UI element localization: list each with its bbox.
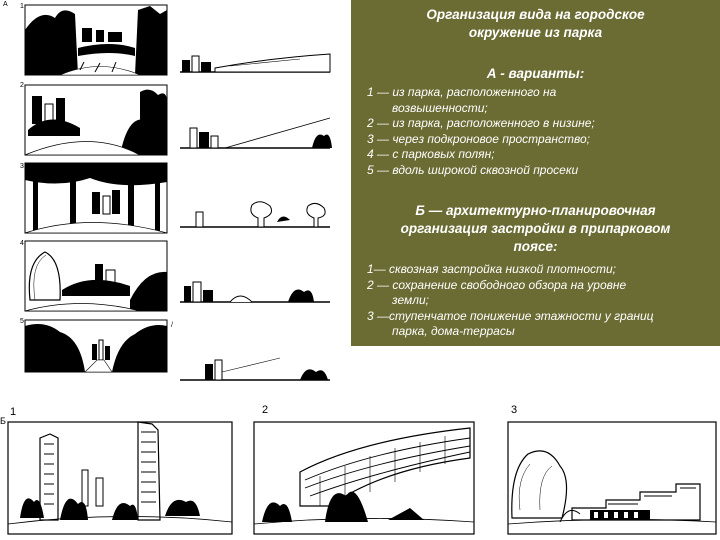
section-b-item: 2 — сохранение свободного обзора на уровне — [367, 277, 627, 292]
row2-perspective-sketch — [25, 85, 167, 155]
row3-perspective-sketch — [25, 163, 167, 233]
section-b-item: 3 —ступенчатое понижение этажности у границ — [367, 308, 654, 323]
section-a-item: 2 — из парка, расположенного в низине; — [367, 116, 595, 130]
row3-section-sketch — [180, 202, 330, 227]
sketch-1-point-towers — [8, 422, 232, 534]
row5-section-sketch — [180, 358, 330, 380]
sketch-label-2: 2 — [262, 404, 269, 416]
sketch-3-terraced-houses — [508, 422, 716, 534]
section-b-list — [367, 262, 712, 340]
sketch-label-1: 1 — [10, 406, 17, 418]
section-a-item: 5 — вдоль широкой сквозной просеки — [367, 162, 579, 177]
building-sketches — [0, 410, 720, 540]
section-b-heading-line-2: организация застройки в припарковом — [400, 221, 671, 236]
section-b-heading-line-1: Б — архитектурно-планировочная — [415, 203, 656, 218]
section-a-item: 1 — из парка, расположенного на — [367, 85, 557, 99]
description-text-box — [351, 0, 720, 346]
sketch-2-curved-slab — [254, 422, 474, 534]
section-a-heading: А - варианты: — [486, 66, 585, 81]
row-number-4: 4 — [20, 240, 24, 247]
row2-section-sketch — [180, 118, 332, 148]
section-a-item: возвышенности; — [392, 100, 488, 115]
row-number-3: 3 — [20, 163, 24, 170]
row1-perspective-sketch — [25, 5, 167, 75]
row1-section-sketch — [180, 54, 330, 72]
row-number-5: 5 — [20, 318, 24, 325]
title-line-2: окружение из парка — [468, 25, 603, 40]
section-a-list — [367, 85, 712, 178]
corner-label: A — [3, 1, 8, 8]
row4-section-sketch — [180, 282, 330, 302]
sketch-label-3: 3 — [511, 404, 518, 416]
row4-perspective-sketch — [25, 241, 167, 311]
section-b-item: парка, дома-террасы — [392, 324, 515, 338]
row-number-1: 1 — [20, 3, 24, 10]
variants-illustration-panel — [0, 0, 342, 390]
section-a-item: 4 — с парковых полян; — [367, 147, 495, 161]
section-b-heading-line-3: поясе: — [513, 239, 558, 254]
edge-mark: Б — [0, 416, 6, 426]
page-title — [351, 6, 720, 42]
section-b-heading — [351, 202, 720, 256]
section-b-item: земли; — [392, 293, 429, 307]
title-line-1: Организация вида на городское — [426, 7, 645, 22]
row5-mark: / — [171, 322, 173, 329]
section-b-item: 1— сквозная застройка низкой плотности; — [367, 262, 617, 276]
row-number-2: 2 — [20, 82, 24, 89]
row5-perspective-sketch — [25, 320, 167, 372]
variants-sketches — [0, 0, 342, 390]
section-a-item: 3 — через подкроновое пространство; — [367, 131, 591, 146]
